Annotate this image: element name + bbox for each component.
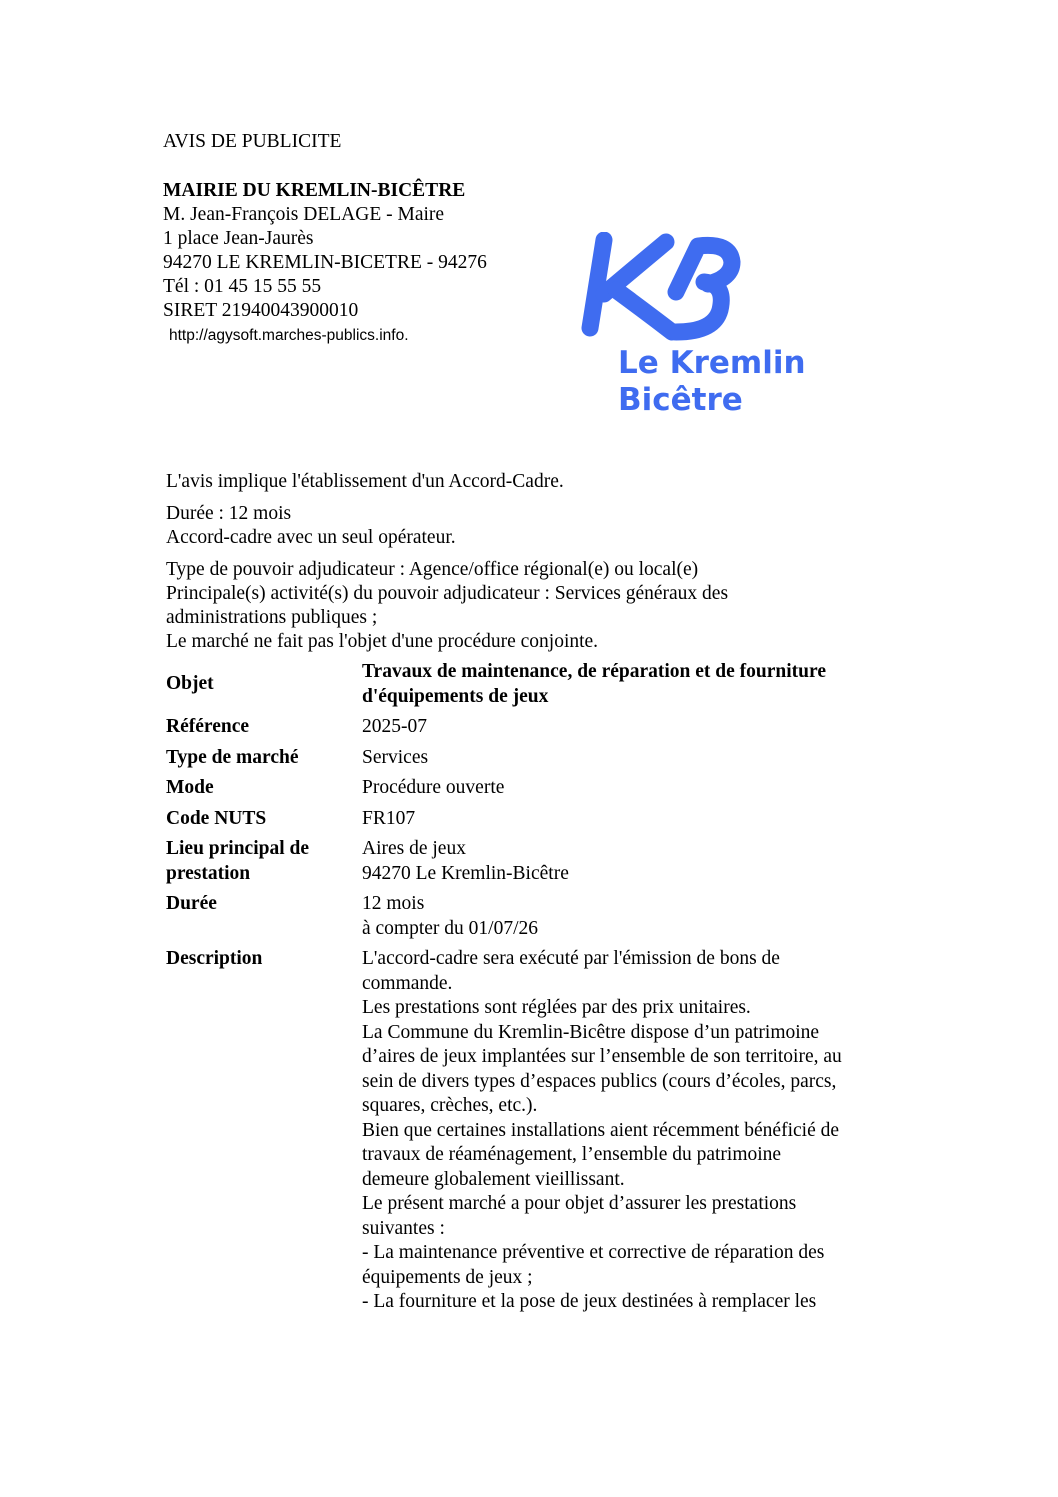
duree-value: 12 mois à compter du 01/07/26 <box>362 893 539 939</box>
operator-statement: Accord-cadre avec un seul opérateur. <box>166 527 456 548</box>
lieu-label: Lieu principal de prestation <box>166 838 310 884</box>
code-nuts-label: Code NUTS <box>166 807 267 829</box>
organization-url[interactable]: http://agysoft.marches-publics.info. <box>169 327 409 344</box>
accord-cadre-statement: L'avis implique l'établissement d'un Accord-Cadre. <box>166 471 564 492</box>
logo-line-2: Bicêtre <box>618 382 743 418</box>
notice-details-table <box>166 660 906 1321</box>
code-nuts-value: FR107 <box>362 807 416 829</box>
organization-phone: Tél : 01 45 15 55 55 <box>163 276 322 297</box>
table-row-duree <box>166 892 906 947</box>
joint-procedure-statement: Le marché ne fait pas l'objet d'une procédure conjointe. <box>166 631 599 652</box>
notice-title: AVIS DE PUBLICITE <box>163 131 342 152</box>
objet-value: Travaux de maintenance, de réparation et de fourniture d'équipements de jeux <box>362 661 826 707</box>
lieu-value: Aires de jeux 94270 Le Kremlin-Bicêtre <box>362 838 569 884</box>
kb-monogram-icon <box>580 232 820 344</box>
organization-name: MAIRIE DU KREMLIN-BICÊTRE <box>163 180 466 201</box>
duration-statement: Durée : 12 mois <box>166 503 292 524</box>
table-row-objet <box>166 660 906 715</box>
description-label: Description <box>166 948 263 969</box>
organization-city: 94270 LE KREMLIN-BICETRE - 94276 <box>163 252 487 273</box>
mode-value: Procédure ouverte <box>362 777 505 798</box>
organization-representative: M. Jean-François DELAGE - Maire <box>163 204 445 225</box>
type-marche-value: Services <box>362 746 429 768</box>
reference-value: 2025-07 <box>362 716 427 737</box>
mode-label: Mode <box>166 777 214 798</box>
table-row-code-nuts <box>166 807 906 838</box>
authority-type: Type de pouvoir adjudicateur : Agence/office régional(e) ou local(e) <box>166 559 699 580</box>
type-marche-label: Type de marché <box>166 746 299 768</box>
authority-activity-line-2: administrations publiques ; <box>166 607 378 628</box>
authority-activity-line-1: Principale(s) activité(s) du pouvoir adjudicateur : Services généraux des <box>166 583 729 604</box>
organization-siret: SIRET 21940043900010 <box>163 300 359 321</box>
table-row-mode <box>166 776 906 807</box>
table-row-reference <box>166 715 906 746</box>
table-row-description <box>166 947 906 1321</box>
logo-line-1: Le Kremlin <box>618 345 806 381</box>
table-row-type-marche <box>166 746 906 777</box>
kremlin-bicetre-logo <box>580 232 820 422</box>
notice-intro <box>166 470 906 654</box>
objet-label: Objet <box>166 673 214 695</box>
duree-label: Durée <box>166 893 217 914</box>
organization-address: 1 place Jean-Jaurès <box>163 228 314 249</box>
table-row-lieu <box>166 837 906 892</box>
organization-block <box>163 179 487 346</box>
description-value: L'accord-cadre sera exécuté par l'émission de bons de commande. Les prestations sont réglées par des prix unitaires. La Commune du Kremlin-Bicêtre dispose d’un patrimoine d’aires de jeux implantées sur l’ensemble de son territoire, au sein de divers types d’espaces publics (cours d’écoles, parcs, squares, crèches, etc.). Bien que certaines installations aient récemment bénéficié de travaux de réaménagement, l’ensemble du patrimoine demeure globalement vieillissant. Le présent marché a pour objet d’assurer les prestations suivantes : - La maintenance préventive et corrective de réparation des équipements de jeux ; - La fourniture et la pose de jeux destinées à remplacer les <box>362 948 842 1312</box>
reference-label: Référence <box>166 716 249 737</box>
logo-wordmark <box>618 345 806 419</box>
